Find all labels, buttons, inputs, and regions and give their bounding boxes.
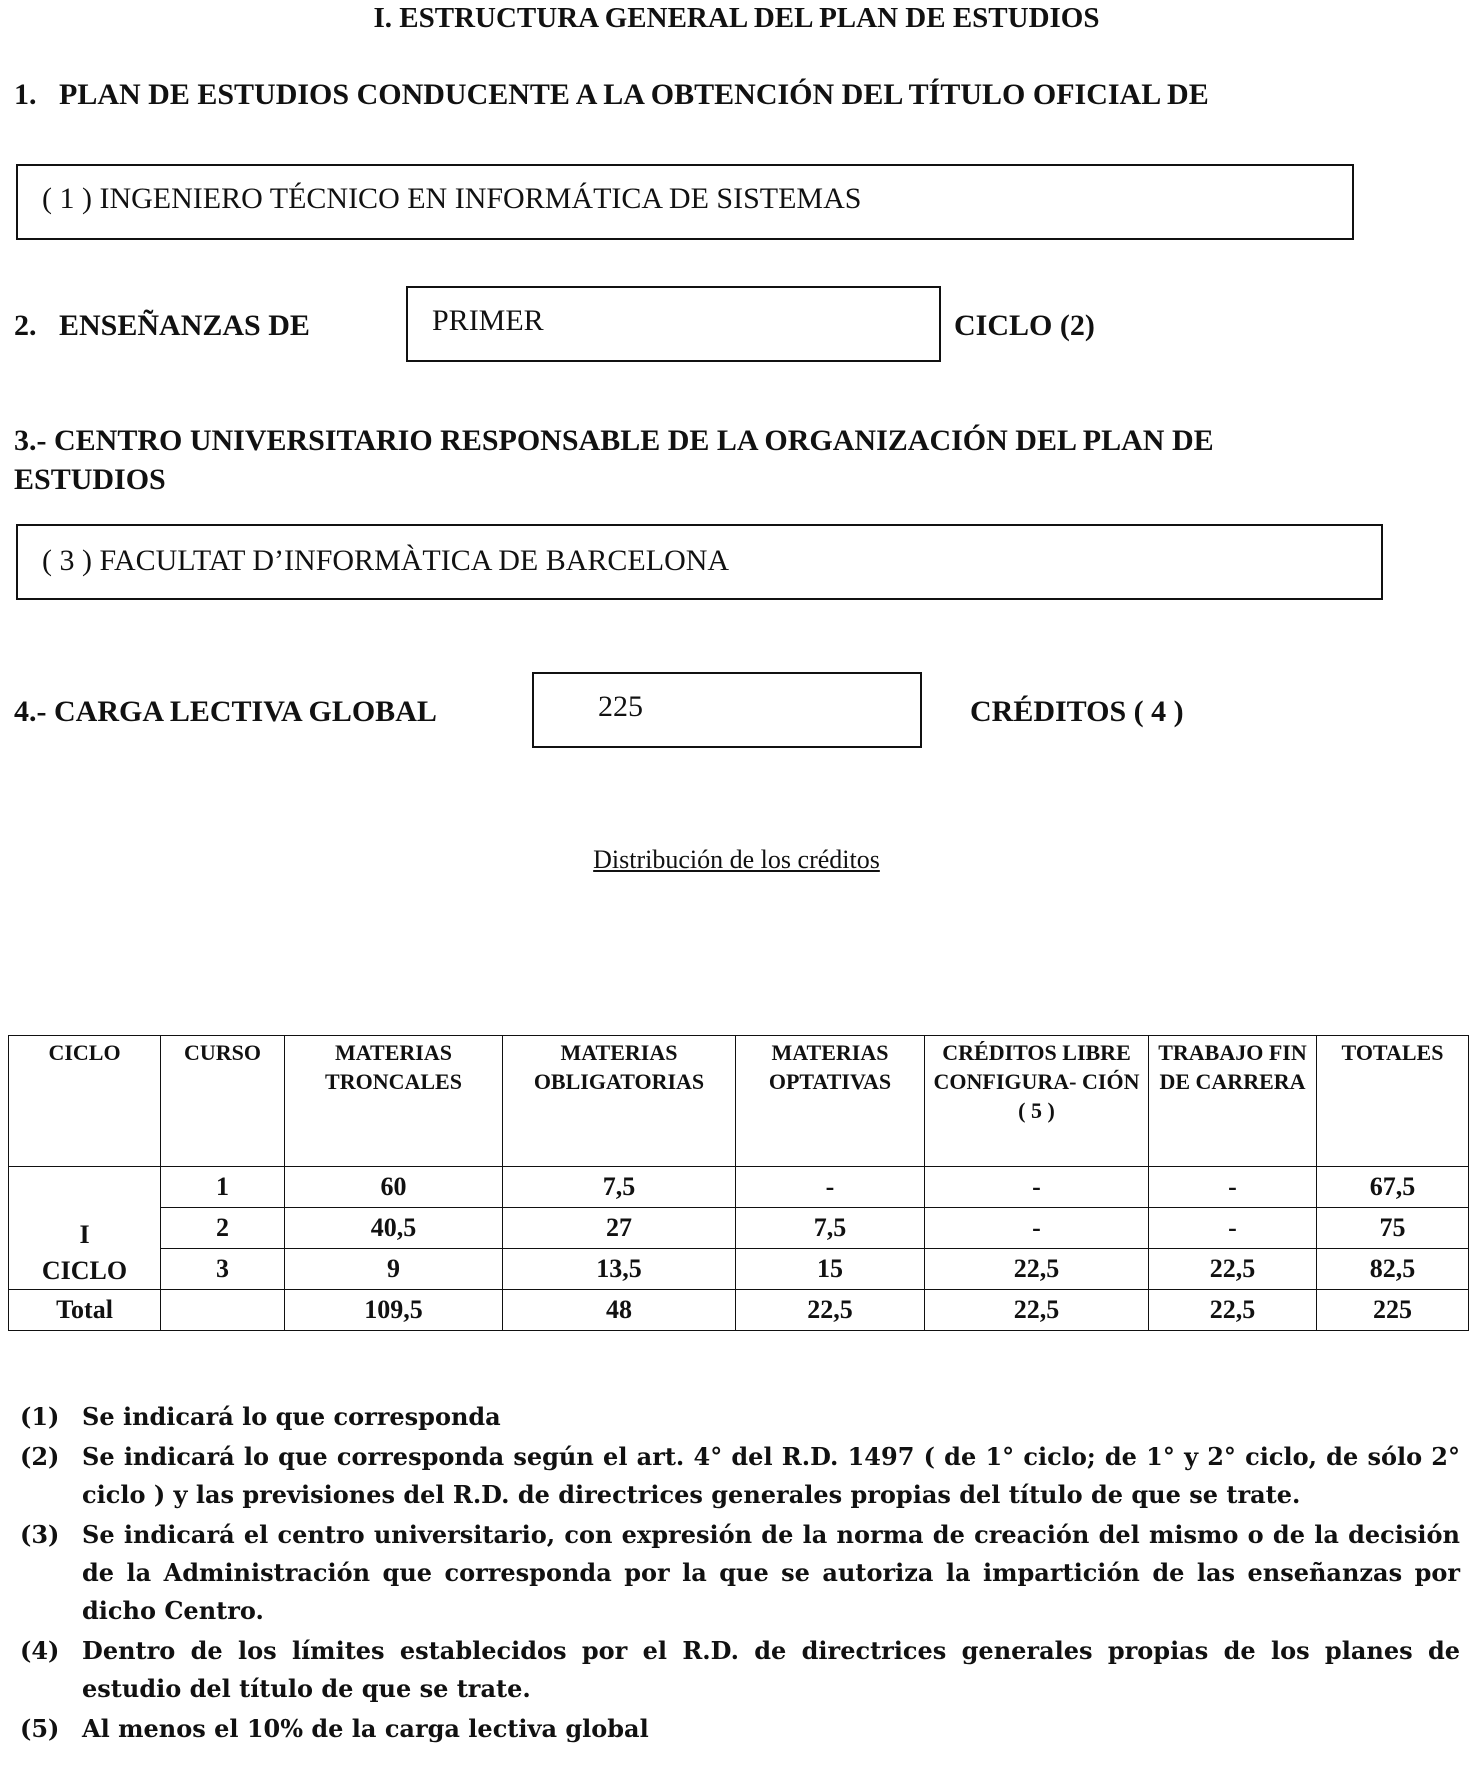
table-cell: 7,5 <box>503 1167 736 1208</box>
table-cell: - <box>925 1167 1149 1208</box>
table-cell: 15 <box>736 1249 925 1290</box>
degree-title-box <box>16 164 1354 240</box>
header-troncales: MATERIAS TRONCALES <box>285 1036 503 1167</box>
table-cell <box>161 1290 285 1331</box>
table-cell: 82,5 <box>1317 1249 1469 1290</box>
section3-heading-line1: 3.- CENTRO UNIVERSITARIO RESPONSABLE DE LA ORGANIZACIÓN DEL PLAN DE <box>14 424 1214 457</box>
total-label-cell: Total <box>9 1290 161 1331</box>
degree-title-value: ( 1 ) INGENIERO TÉCNICO EN INFORMÁTICA DE SISTEMAS <box>42 182 862 215</box>
table-header-row <box>9 1036 1469 1167</box>
table-cell: 22,5 <box>925 1290 1149 1331</box>
table-cell: - <box>1149 1208 1317 1249</box>
distribution-title: Distribución de los créditos <box>593 845 880 874</box>
table-cell: 3 <box>161 1249 285 1290</box>
table-cell: 7,5 <box>736 1208 925 1249</box>
footnote-number: (5) <box>20 1714 60 1743</box>
table-cell: 22,5 <box>1149 1249 1317 1290</box>
table-cell: 2 <box>161 1208 285 1249</box>
table-cell: - <box>1149 1167 1317 1208</box>
cycle-box <box>406 286 941 362</box>
table-cell: 60 <box>285 1167 503 1208</box>
table-cell: 22,5 <box>925 1249 1149 1290</box>
section1-heading: 1. PLAN DE ESTUDIOS CONDUCENTE A LA OBTENCIÓN DEL TÍTULO OFICIAL DE <box>14 78 1209 111</box>
ciclo-cell <box>9 1167 161 1290</box>
header-obligatorias: MATERIAS OBLIGATORIAS <box>503 1036 736 1167</box>
table-cell: 75 <box>1317 1208 1469 1249</box>
footnote-text: Se indicará lo que corresponda según el art. 4° del R.D. 1497 ( de 1° ciclo; de 1° y 2° ciclo, de sólo 2° ciclo ) y las previsiones del R.D. de directrices generales propias del título de que se trate. <box>82 1442 1460 1509</box>
table-cell: 67,5 <box>1317 1167 1469 1208</box>
table-cell: - <box>736 1167 925 1208</box>
table-row <box>9 1249 1469 1290</box>
section4-label: 4.- CARGA LECTIVA GLOBAL <box>14 695 437 728</box>
header-optativas: MATERIAS OPTATIVAS <box>736 1036 925 1167</box>
section4-suffix: CRÉDITOS ( 4 ) <box>970 695 1184 728</box>
table-cell: 27 <box>503 1208 736 1249</box>
section2-label: 2. ENSEÑANZAS DE <box>14 309 310 342</box>
footnote-5 <box>20 1710 1460 1748</box>
table-row <box>9 1208 1469 1249</box>
table-cell: 225 <box>1317 1290 1469 1331</box>
table-cell: 13,5 <box>503 1249 736 1290</box>
center-value: ( 3 ) FACULTAT D’INFORMÀTICA DE BARCELONA <box>42 544 730 577</box>
table-cell: 9 <box>285 1249 503 1290</box>
table-cell: 22,5 <box>1149 1290 1317 1331</box>
table-cell: - <box>925 1208 1149 1249</box>
footnote-number: (4) <box>20 1636 60 1665</box>
table-cell: 48 <box>503 1290 736 1331</box>
credits-distribution-table <box>8 1035 1469 1331</box>
table-cell: 40,5 <box>285 1208 503 1249</box>
footnote-text: Se indicará lo que corresponda <box>82 1402 501 1431</box>
header-ciclo: CICLO <box>9 1036 161 1167</box>
ciclo-label-line1: I <box>79 1220 90 1249</box>
table-cell: 1 <box>161 1167 285 1208</box>
table-row <box>9 1167 1469 1208</box>
footnote-number: (3) <box>20 1520 60 1549</box>
cycle-value: PRIMER <box>432 304 544 337</box>
header-curso: CURSO <box>161 1036 285 1167</box>
footnote-2 <box>20 1438 1460 1514</box>
footnote-4 <box>20 1632 1460 1708</box>
footnote-3 <box>20 1516 1460 1630</box>
header-libre-configuracion: CRÉDITOS LIBRE CONFIGURA- CIÓN ( 5 ) <box>925 1036 1149 1167</box>
table-total-row <box>9 1290 1469 1331</box>
footnote-number: (1) <box>20 1402 60 1431</box>
section2-suffix: CICLO (2) <box>954 309 1095 342</box>
total-credits-box <box>532 672 922 748</box>
section3-heading-line2: ESTUDIOS <box>14 463 166 496</box>
document-title: I. ESTRUCTURA GENERAL DEL PLAN DE ESTUDIOS <box>373 2 1100 34</box>
table-cell: 22,5 <box>736 1290 925 1331</box>
footnote-text: Se indicará el centro universitario, con expresión de la norma de creación del mismo o de la decisión de la Administración que corresponda por la que se autoriza la impartición de las enseñanzas por dicho Centro. <box>82 1520 1460 1625</box>
footnote-number: (2) <box>20 1442 60 1471</box>
header-totales: TOTALES <box>1317 1036 1469 1167</box>
footnote-text: Dentro de los límites establecidos por el R.D. de directrices generales propias de los planes de estudio del título de que se trate. <box>82 1636 1460 1703</box>
header-trabajo-fin-carrera: TRABAJO FIN DE CARRERA <box>1149 1036 1317 1167</box>
ciclo-label-line2: CICLO <box>41 1256 128 1285</box>
footnote-text: Al menos el 10% de la carga lectiva global <box>82 1714 649 1743</box>
total-credits-value: 225 <box>598 690 643 723</box>
footnotes <box>20 1398 1460 1750</box>
center-box <box>16 524 1383 600</box>
table-cell: 109,5 <box>285 1290 503 1331</box>
footnote-1 <box>20 1398 1460 1436</box>
